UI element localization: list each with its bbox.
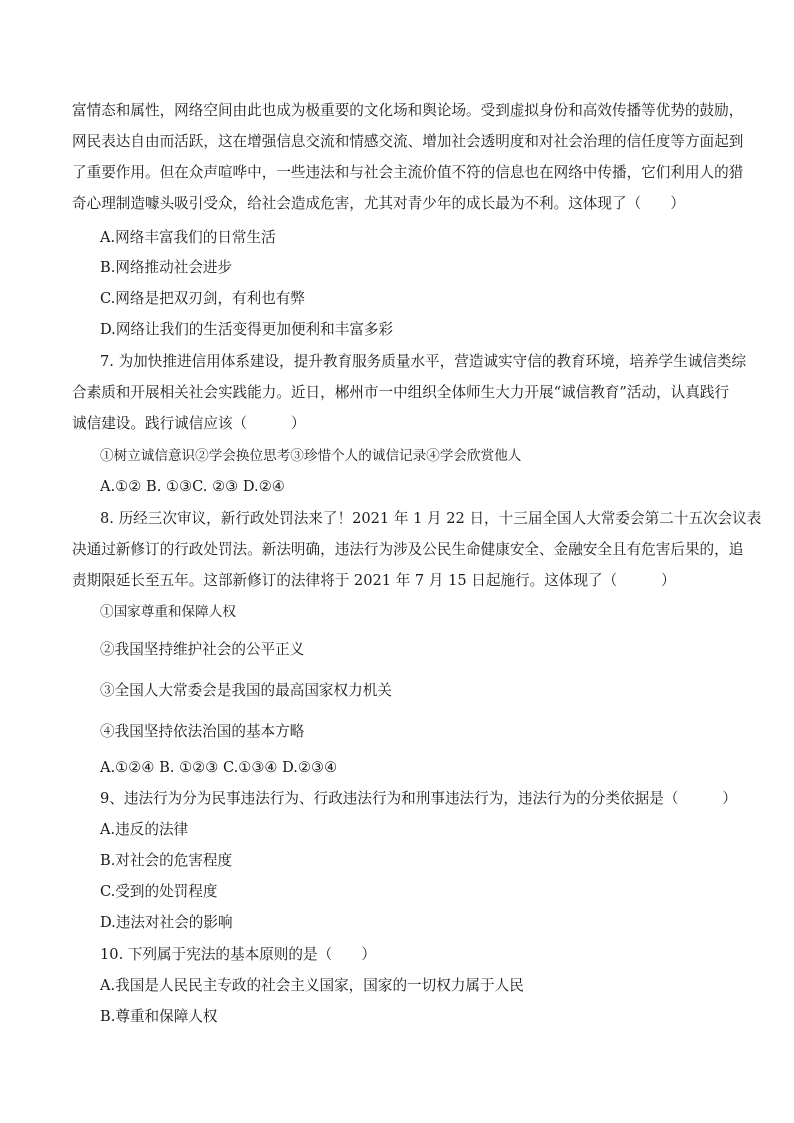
q9-option-a[interactable]: A.违反的法律 — [100, 821, 189, 838]
q6-option-c[interactable]: C.网络是把双刃剑，有利也有弊 — [100, 290, 306, 307]
q10-stem: 10. 下列属于宪法的基本原则的是（ ） — [100, 946, 376, 963]
q6-option-d[interactable]: D.网络让我们的生活变得更加便利和丰富多彩 — [100, 321, 394, 338]
q6-option-a[interactable]: A.网络丰富我们的日常生活 — [100, 229, 276, 246]
q7-options[interactable]: A.①② B. ①③C. ②③ D.②④ — [100, 478, 285, 495]
q10-option-a[interactable]: A.我国是人民民主专政的社会主义国家，国家的一切权力属于人民 — [100, 977, 524, 994]
q6-option-b[interactable]: B.网络推动社会进步 — [100, 259, 233, 276]
q6-stem-line-3: 了重要作用。但在众声喧哗中，一些违法和与社会主流价值不符的信息也在网络中传播，它们利用人的猎 — [72, 164, 744, 181]
q7-stem-line-1: 7. 为加快推进信用体系建设，提升教育服务质量水平，营造诚实守信的教育环境，培养学生诚信类综 — [100, 353, 747, 370]
q7-stem-line-2: 合素质和开展相关社会实践能力。近日，郴州市一中组织全体师生大力开展“诚信教育”活动，认真践行 — [72, 384, 730, 401]
q6-stem-line-1: 富情态和属性，网络空间由此也成为极重要的文化场和舆论场。受到虚拟身份和高效传播等优势的鼓励， — [72, 102, 744, 119]
q6-stem-line-4: 奇心理制造噱头吸引受众，给社会造成危害，尤其对青少年的成长最为不利。这体现了（ ） — [72, 195, 685, 212]
q10-option-b[interactable]: B.尊重和保障人权 — [100, 1008, 218, 1025]
q8-stem-line-1: 8. 历经三次审议，新行政处罚法来了！2021 年 1 月 22 日，十三届全国人大常委会第二十五次会议表 — [100, 510, 762, 527]
q9-option-d[interactable]: D.违法对社会的影响 — [100, 914, 233, 931]
q8-statement-2: ②我国坚持维护社会的公平正义 — [100, 641, 305, 658]
q9-option-c[interactable]: C.受到的处罚程度 — [100, 883, 218, 900]
q8-options[interactable]: A.①②④ B. ①②③ C.①③④ D.②③④ — [100, 759, 338, 776]
q8-stem-line-3: 责期限延长至五年。这部新修订的法律将于 2021 年 7 月 15 日起施行。这体现了（ ） — [72, 572, 676, 589]
q7-stem-line-3: 诚信建设。践行诚信应该（ ） — [72, 415, 306, 432]
q8-statement-4: ④我国坚持依法治国的基本方略 — [100, 723, 305, 740]
q9-stem: 9、违法行为分为民事违法行为、行政违法行为和刑事违法行为，违法行为的分类依据是（ ） — [100, 790, 737, 807]
q6-stem-line-2: 网民表达自由而活跃，这在增强信息交流和情感交流、增加社会透明度和对社会治理的信任度等方面起到 — [72, 133, 744, 150]
q8-statement-3: ③全国人大常委会是我国的最高国家权力机关 — [100, 682, 392, 699]
q7-statements: ①树立诚信意识②学会换位思考③珍惜个人的诚信记录④学会欣赏他人 — [100, 448, 522, 464]
q8-stem-line-2: 决通过新修订的行政处罚法。新法明确，违法行为涉及公民生命健康安全、金融安全且有危害后果的，追 — [72, 541, 744, 558]
q8-statement-1: ①国家尊重和保障人权 — [100, 604, 236, 620]
q9-option-b[interactable]: B.对社会的危害程度 — [100, 852, 233, 869]
